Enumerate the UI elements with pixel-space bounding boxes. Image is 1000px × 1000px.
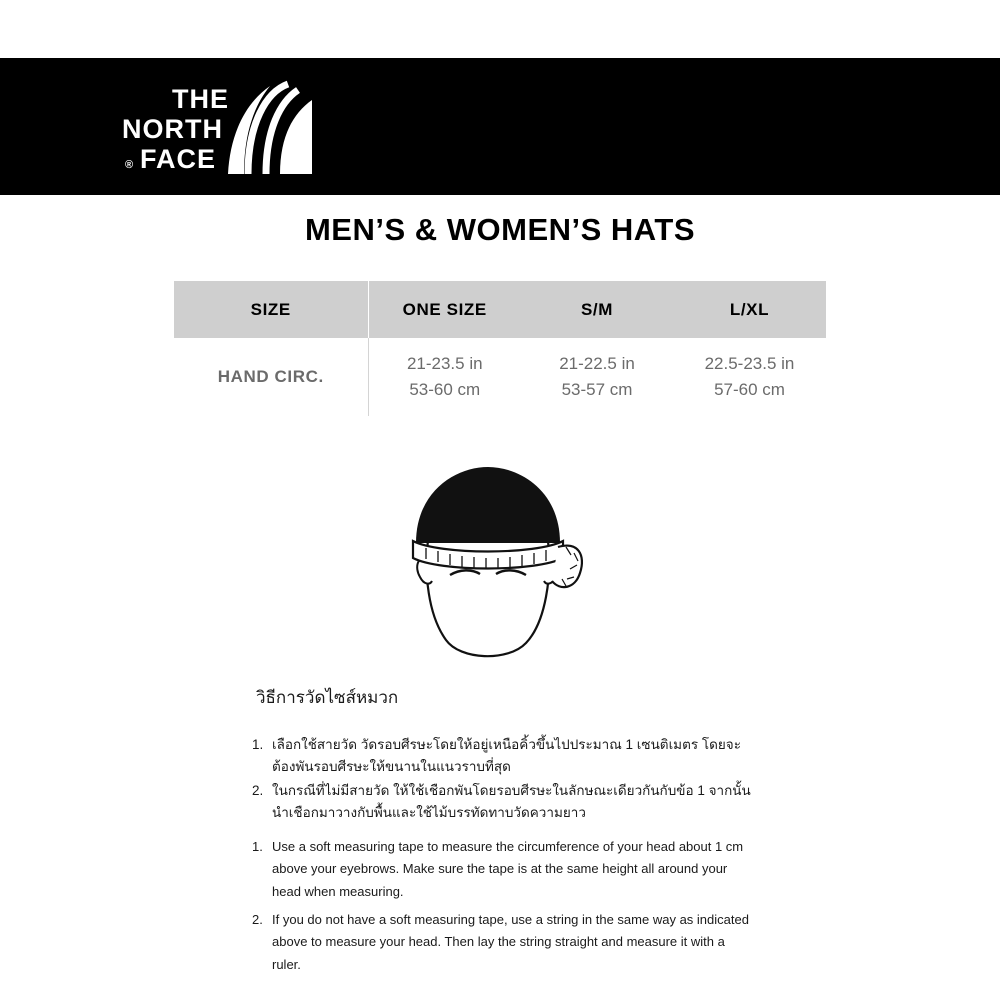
cell-s-m-inches: 21-22.5 in <box>559 353 635 373</box>
cell-one-size <box>368 338 521 416</box>
cell-s-m-cm: 53-57 cm <box>561 380 633 399</box>
list-item-text: ในกรณีที่ไม่มีสายวัด ให้ใช้เชือกพันโดยรอบศีรษะในลักษณะเดียวกันกับข้อ 1 จากนั้นนำเชือกมาวางกับพื้นและใช้ไม้บรรทัดทาบวัดความยาว <box>272 782 751 820</box>
column-header-l-xl: L/XL <box>673 281 826 338</box>
column-header-s-m: S/M <box>521 281 673 338</box>
instructions-thai-list <box>252 734 752 825</box>
the-north-face-logo <box>120 78 315 178</box>
cell-l-xl-cm: 57-60 cm <box>714 380 785 399</box>
list-item-number: 2. <box>252 912 263 928</box>
size-table <box>174 281 826 416</box>
page-title: MEN’S & WOMEN’S HATS <box>304 212 696 247</box>
svg-text:THE: THE <box>172 84 229 114</box>
list-item-number: 1. <box>252 839 263 854</box>
table-header-row <box>174 281 826 338</box>
list-item-text: Use a soft measuring tape to measure the circumference of your head about 1 cm above your eyebrows. Make sure the tape is at the same height all around your head when measuring. <box>272 839 744 899</box>
cell-one-size-cm: 53-60 cm <box>409 380 481 399</box>
row-label-hand-circ: HAND CIRC. <box>174 338 368 416</box>
cell-s-m <box>521 338 673 416</box>
column-header-one-size: ONE SIZE <box>368 281 521 338</box>
list-item <box>252 734 752 778</box>
list-item-number: 1. <box>252 737 264 752</box>
svg-text:FACE: FACE <box>140 144 217 174</box>
table-row <box>174 338 826 416</box>
list-item-number: 2. <box>252 782 264 798</box>
instructions-english-list <box>252 836 752 982</box>
head-with-beanie-and-measuring-tape-illustration <box>380 455 620 670</box>
list-item <box>252 836 752 903</box>
list-item <box>252 780 752 824</box>
list-item-text: If you do not have a soft measuring tape, use a string in the same way as indicated above to measure your head. Then lay the string straight and measure it with a ruler. <box>272 912 749 972</box>
cell-l-xl-inches: 22.5-23.5 in <box>704 353 795 373</box>
svg-text:NORTH: NORTH <box>122 114 223 144</box>
instructions-thai-heading: วิธีการวัดไซส์หมวก <box>256 688 399 707</box>
cell-l-xl <box>673 338 826 416</box>
list-item-text: เลือกใช้สายวัด วัดรอบศีรษะโดยให้อยู่เหนือคิ้วขึ้นไปประมาณ 1 เซนติเมตร โดยจะต้องพันรอบศีรษะให้ขนานในแนวราบที่สุด <box>272 737 741 774</box>
svg-text:®: ® <box>125 159 134 171</box>
cell-one-size-inches: 21-23.5 in <box>406 353 483 373</box>
list-item <box>252 909 752 976</box>
column-header-size: SIZE <box>174 281 368 338</box>
